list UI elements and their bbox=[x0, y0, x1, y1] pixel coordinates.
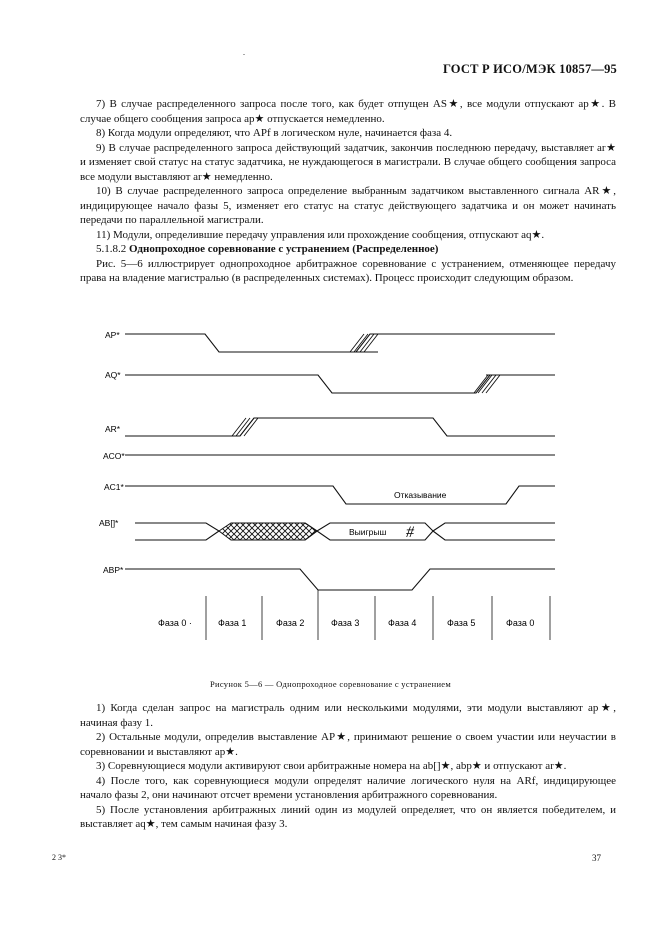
phase-label-0-end: Фаза 0 bbox=[506, 618, 535, 628]
waveform-aq bbox=[125, 375, 555, 393]
waveform-ab-valid bbox=[305, 523, 555, 540]
waveform-ap bbox=[125, 334, 555, 352]
waveform-ap-transition bbox=[350, 334, 378, 352]
scan-dot: . bbox=[243, 48, 245, 57]
paragraph: 5) После установления арбитражных линий один из модулей определяет, что он является победителем, и выставляет aq★, тем самым начиная фазу 3. bbox=[80, 803, 616, 830]
hash-mark: # bbox=[406, 524, 414, 541]
signal-label-aq: AQ* bbox=[105, 370, 121, 380]
phase-label-4: Фаза 4 bbox=[388, 618, 417, 628]
waveform-ab bbox=[135, 523, 219, 540]
phase-dividers bbox=[206, 590, 550, 640]
signal-label-ac1: AC1* bbox=[104, 482, 124, 492]
signal-label-abp: ABP* bbox=[103, 565, 124, 575]
win-label: Выигрыш bbox=[349, 527, 387, 537]
waveform-ar bbox=[125, 418, 555, 436]
waveform-abp bbox=[125, 569, 555, 590]
standard-header: ГОСТ Р ИСО/МЭК 10857—95 bbox=[442, 62, 617, 76]
paragraph: 8) Когда модули определяют, что APf в логическом нуле, начинается фаза 4. bbox=[96, 127, 453, 139]
waveform-aq-transition bbox=[474, 375, 555, 393]
waveform-ar-transition bbox=[232, 418, 258, 436]
phase-label-3: Фаза 3 bbox=[331, 618, 360, 628]
ab-crosshatch-region bbox=[219, 523, 317, 540]
paragraph: 7) В случае распределенного запроса после того, как будет отпущен AS★, все модули отпускают ap★. В случае общего сообщения запроса ap★ отпускается немедленно. bbox=[80, 98, 616, 125]
paragraph: 9) В случае распределенного запроса действующий задатчик, закончив последнюю передачу, выставляет ar★ и изменяет свой статус на статус задатчика, не нуждающегося в магистрали. В случае общего сообщения запроса все модули выставляют ar★ немедленно. bbox=[80, 141, 616, 183]
phase-label-1: Фаза 1 bbox=[218, 618, 247, 628]
phase-label-2: Фаза 2 bbox=[276, 618, 305, 628]
paragraph: 4) После того, как соревнующиеся модули определят наличие логического нуля на ARf, индицирующее начало фазы 2, они начинают отсчет времени установления арбитражного соревнования. bbox=[80, 774, 616, 801]
paragraph: 3) Соревнующиеся модули активируют свои арбитражные номера на ab[]★, abp★ и отпускают ar★. bbox=[96, 760, 567, 772]
signal-label-ab: AB[]* bbox=[99, 518, 119, 528]
refusal-label: Отказывание bbox=[394, 490, 447, 500]
footer-signature: 2 3* bbox=[52, 853, 66, 862]
page-number: 37 bbox=[592, 853, 601, 863]
paragraph: Рис. 5—6 иллюстрирует однопроходное арбитражное соревнование с устранением, отменяющее передачу права на владение магистралью (в распределенных системах). Процесс происходит следующим образом. bbox=[80, 257, 616, 284]
figure-caption: Рисунок 5—6 — Однопроходное соревнование с устранением bbox=[209, 679, 452, 689]
paragraph: 10) В случае распределенного запроса определение выбранным задатчиком выставленного сигнала AR★, индицирующее начало фазы 5, изменяет его статус на статус действующего задатчика и он может начинать передачи по параллельной магистрали. bbox=[80, 185, 616, 226]
signal-label-ar: AR* bbox=[105, 424, 121, 434]
signal-label-aco: ACO* bbox=[103, 451, 125, 461]
text-block-bottom bbox=[80, 701, 616, 832]
section-title: Однопроходное соревнование с устранением (Распределенное) bbox=[129, 243, 439, 255]
waveform-ac1 bbox=[125, 486, 555, 504]
paragraph: 1) Когда сделан запрос на магистраль одним или несколькими модулями, эти модули выставляют ap★, начиная фазу 1. bbox=[80, 702, 616, 729]
phase-label-0: Фаза 0 · bbox=[158, 618, 192, 628]
paragraph: 2) Остальные модули, определив выставление AP★, принимают решение о своем участии или неучастии в соревновании и выставляют ap★. bbox=[80, 731, 616, 758]
phase-label-5: Фаза 5 bbox=[447, 618, 476, 628]
signal-label-ap: AP* bbox=[105, 330, 120, 340]
paragraph: 11) Модули, определившие передачу управления или прохождение сообщения, отпускают aq★. bbox=[96, 228, 545, 241]
section-number: 5.1.8.2 bbox=[96, 243, 127, 255]
